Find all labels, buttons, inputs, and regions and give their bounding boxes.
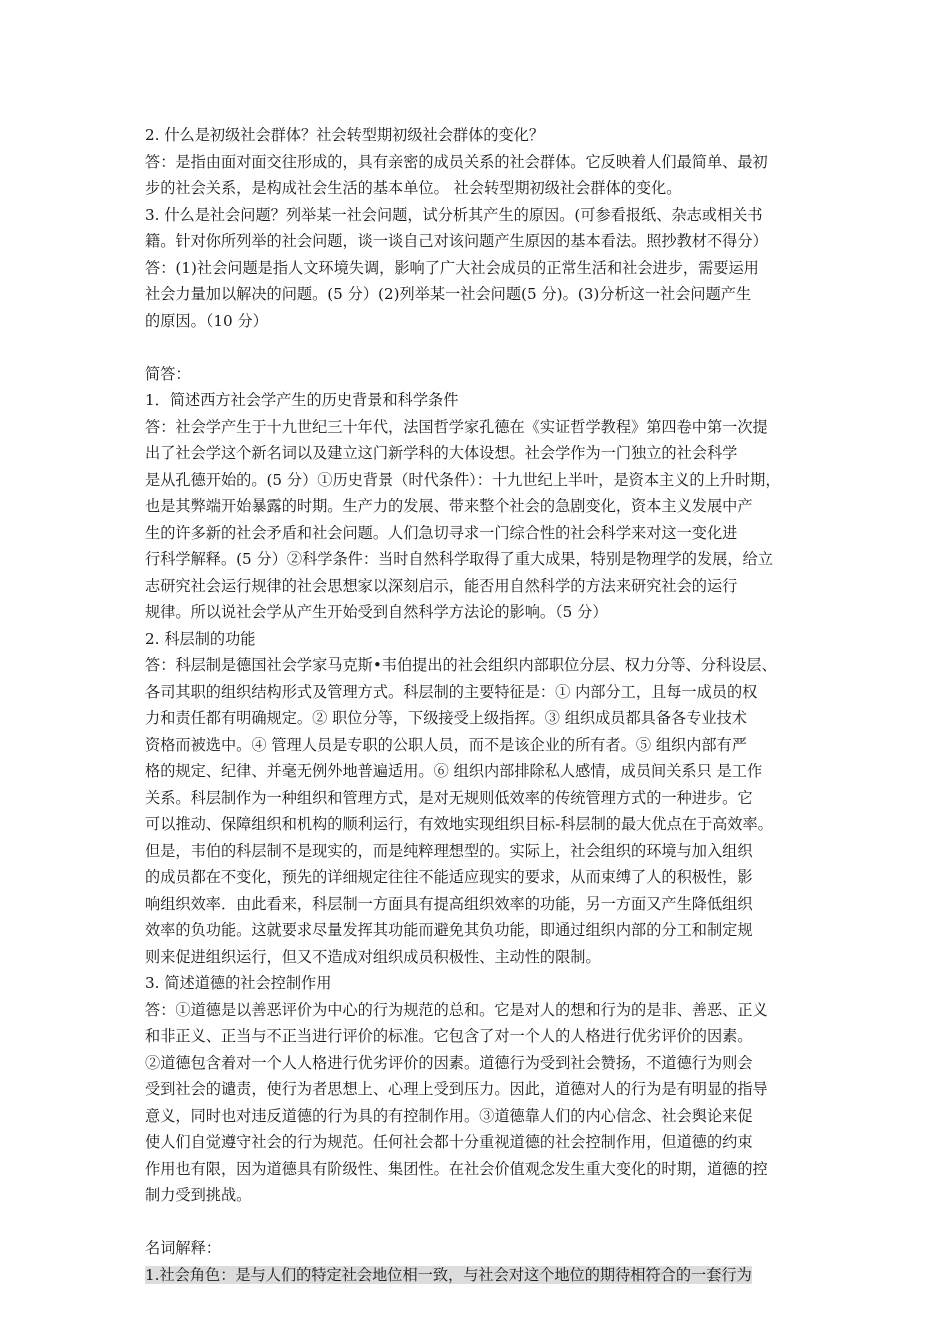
text-line [145,626,810,653]
blank-line [145,1209,810,1236]
line-text: 3. 简述道德的社会控制作用 [145,974,332,992]
line-text: 的成员都在不变化，预先的详细规定往往不能适应现实的要求，从而束缚了人的积极性，影 [145,868,753,886]
text-line [145,599,810,626]
blank-line [145,334,810,361]
text-line [145,811,810,838]
text-line [145,970,810,997]
line-text: 的原因。（10 分） [145,311,268,330]
text-line [145,1156,810,1183]
line-text: 志研究社会运行规律的社会思想家以深刻启示，能否用自然科学的方法来研究社会的运行 [145,576,738,595]
text-line [145,997,810,1024]
line-text: 行科学解释。(5 分）②科学条件：当时自然科学取得了重大成果，特别是物理学的发展，给立 [145,550,773,568]
text-line [145,917,810,944]
text-line [145,758,810,785]
line-text: 效率的负功能。这就要求尽量发挥其功能而避免其负功能，即通过组织内部的分工和制定规 [145,921,753,939]
text-line [145,228,810,255]
line-text: 2. 什么是初级社会群体？社会转型期初级社会群体的变化？ [145,126,545,144]
text-line [145,387,810,414]
line-text: ②道德包含着对一个人人格进行优劣评价的因素。道德行为受到社会赞扬，不道德行为则会 [145,1053,753,1072]
line-text: 力和责任都有明确规定。② 职位分等，下级接受上级指挥。③ 组织成员都具备各专业技术 [145,709,747,727]
line-text: 籍。针对你所列举的社会问题，谈一谈自己对该问题产生原因的基本看法。照抄教材不得分） [145,232,768,250]
text-line [145,520,810,547]
text-line [145,1103,810,1130]
line-text: 是从孔德开始的。(5 分）①历史背景（时代条件）：十九世纪上半叶，是资本主义的上升时期， [145,470,781,489]
line-text: 名词解释： [145,1239,221,1257]
line-text: 意义，同时也对违反道德的行为具的有控制作用。③道德靠人们的内心信念、社会舆论来促 [145,1106,753,1125]
text-line [145,838,810,865]
text-line [145,705,810,732]
text-line [145,944,810,971]
line-text: 答：①道德是以善恶评价为中心的行为规范的总和。它是对人的想和行为的是非、善恶、正义 [145,1000,768,1019]
text-line [145,149,810,176]
text-line [145,732,810,759]
text-line [145,122,810,149]
line-text: 但是，韦伯的科层制不是现实的，而是纯粹理想型的。实际上，社会组织的环境与加入组织 [145,841,753,860]
text-line [145,573,810,600]
text-line [145,467,810,494]
text-line [145,255,810,282]
line-text: 也是其弊端开始暴露的时期。生产力的发展、带来整个社会的急剧变化，资本主义发展中产 [145,497,753,515]
line-text: 则来促进组织运行，但又不造成对组织成员积极性、主动性的限制。 [145,947,601,966]
line-text: 响组织效率．由此看来，科层制一方面具有提高组织效率的功能，另一方面又产生降低组织 [145,894,753,913]
line-text: 答：科层制是德国社会学家马克斯•韦伯提出的社会组织内部职位分层、权力分等、分科设层、 [145,656,777,674]
line-text: 使人们自觉遵守社会的行为规范。任何社会都十分重视道德的社会控制作用，但道德的约束 [145,1133,753,1151]
text-line [145,493,810,520]
text-line [145,679,810,706]
text-line [145,1023,810,1050]
line-text: 作用也有限，因为道德具有阶级性、集团性。在社会价值观念发生重大变化的时期，道德的控 [145,1159,768,1178]
line-text: 社会力量加以解决的问题。(5 分）(2)列举某一社会问题(5 分)。(3)分析这一社会问题产生 [145,285,752,303]
line-text: 3. 什么是社会问题？列举某一社会问题，试分析其产生的原因。(可参看报纸、杂志或相关书 [145,205,763,224]
text-line [145,652,810,679]
line-text: 简答： [145,364,191,383]
line-text: 答：社会学产生于十九世纪三十年代，法国哲学家孔德在《实证哲学教程》第四卷中第一次提 [145,417,768,436]
line-text: 可以推动、保障组织和机构的顺利运行，有效地实现组织目标-科层制的最大优点在于高效率。 [145,815,773,833]
text-line [145,546,810,573]
line-text: 关系。科层制作为一种组织和管理方式，是对无规则低效率的传统管理方式的一种进步。它 [145,788,753,807]
text-line [145,308,810,335]
line-text: 答：(1)社会问题是指人文环境失调，影响了广大社会成员的正常生活和社会进步，需要运用 [145,258,759,277]
text-line [145,281,810,308]
text-line [145,785,810,812]
text-line [145,202,810,229]
text-line [145,1129,810,1156]
text-line [145,175,810,202]
text-line [145,891,810,918]
line-text: 答：是指由面对面交往形成的，具有亲密的成员关系的社会群体。它反映着人们最简单、最初 [145,152,768,171]
text-line [145,1050,810,1077]
line-text: 步的社会关系，是构成社会生活的基本单位。 社会转型期初级社会群体的变化。 [145,179,682,197]
line-text: 2. 科层制的功能 [145,629,256,648]
line-text: 规律。所以说社会学从产生开始受到自然科学方法论的影响。（5 分） [145,603,608,621]
text-line [145,414,810,441]
line-text: 受到社会的谴责，使行为者思想上、心理上受到压力。因此，道德对人的行为是有明显的指导 [145,1080,768,1098]
text-line [145,1076,810,1103]
text-line [145,864,810,891]
line-text: 各司其职的组织结构形式及管理方式。科层制的主要特征是：① 内部分工，且每一成员的权 [145,682,758,701]
line-text: 和非正义、正当与不正当进行评价的标准。它包含了对一个人的人格进行优劣评价的因素。 [145,1027,753,1045]
text-line [145,361,810,388]
line-text: 资格而被选中。④ 管理人员是专职的公职人员，而不是该企业的所有者。⑤ 组织内部有严 [145,735,747,754]
line-text: 制力受到挑战。 [145,1186,252,1204]
highlighted-text: 1.社会角色：是与人们的特定社会地位相一致，与社会对这个地位的期待相符合的一套行为 [145,1265,752,1284]
line-text: 格的规定、纪律、并毫无例外地普遍适用。⑥ 组织内部排除私人感情，成员间关系只 是工作 [145,762,763,780]
line-text: 出了社会学这个新名词以及建立这门新学科的大体设想。社会学作为一门独立的社会科学 [145,444,738,462]
text-line [145,1262,810,1289]
text-line [145,1235,810,1262]
text-line [145,440,810,467]
document-body [145,122,810,1288]
line-text: 1．简述西方社会学产生的历史背景和科学条件 [145,391,459,409]
line-text: 生的许多新的社会矛盾和社会问题。人们急切寻求一门综合性的社会科学来对这一变化进 [145,523,738,542]
text-line [145,1182,810,1209]
